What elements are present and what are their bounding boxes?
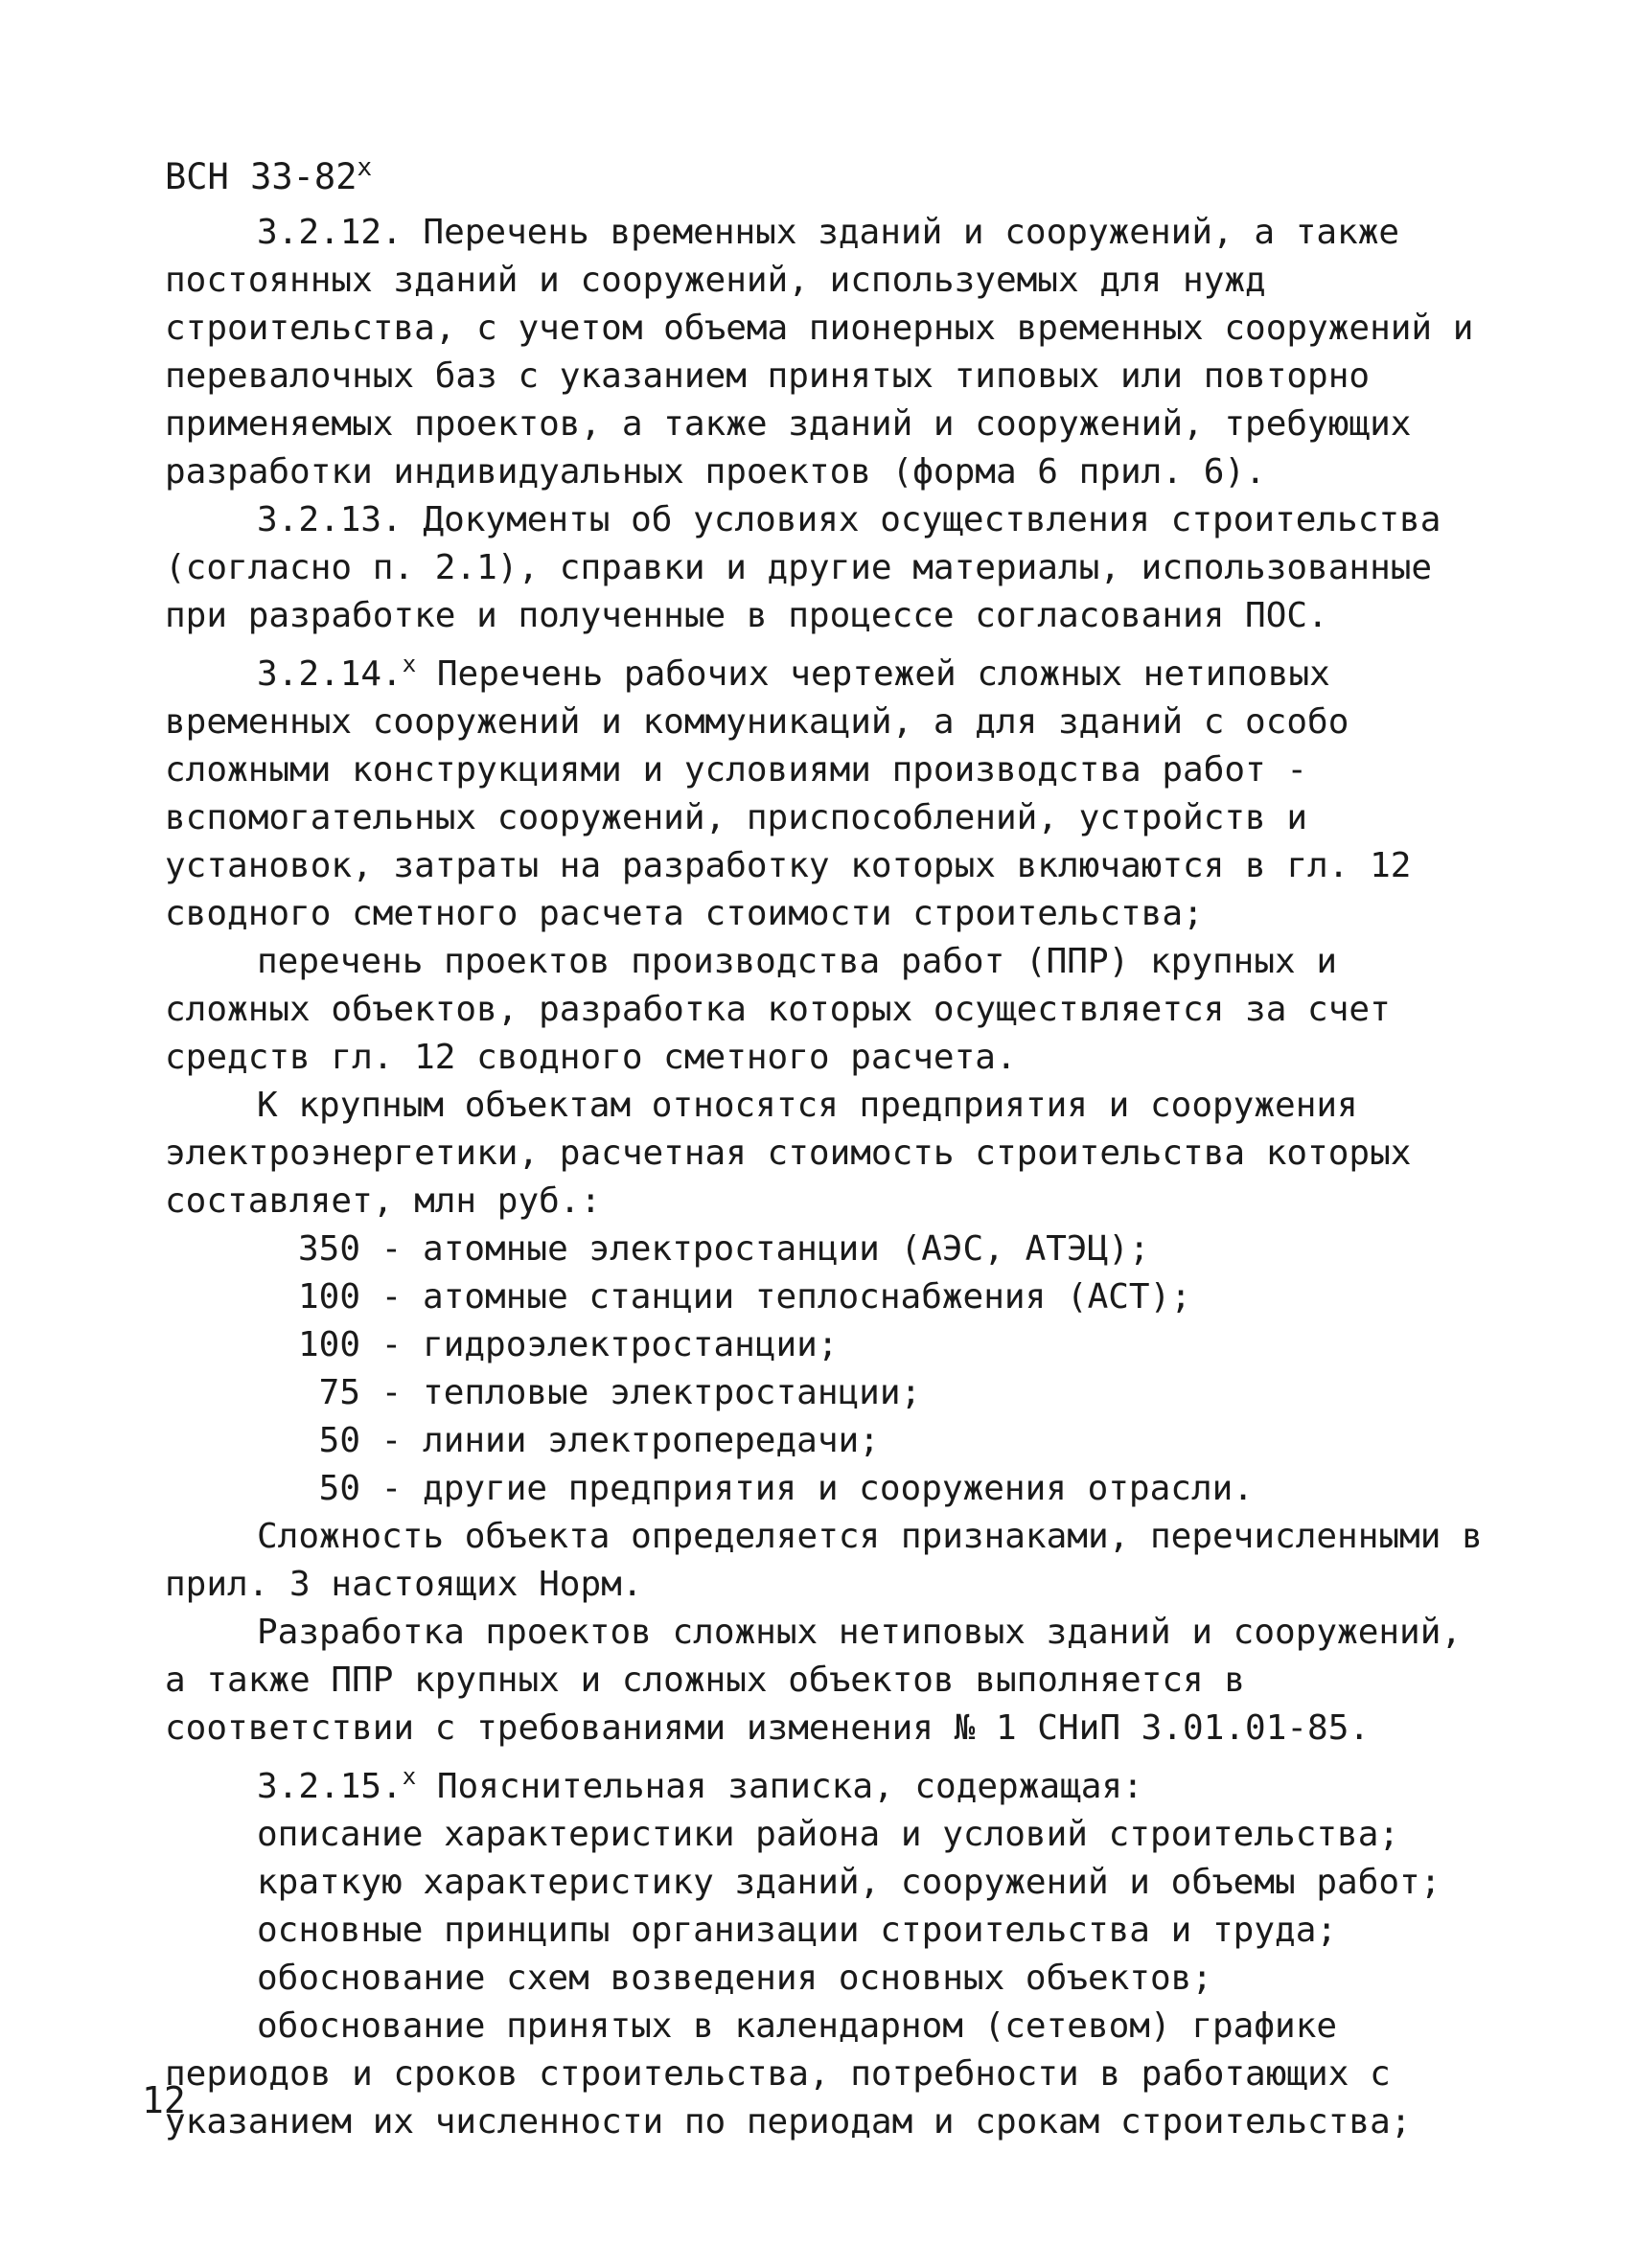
list-item [165, 1417, 1497, 1465]
list-item-value: 350 [297, 1229, 360, 1269]
list-item [165, 1321, 1497, 1369]
list-item-value: 100 [297, 1325, 360, 1364]
list-item-text: - тепловые электростанции; [360, 1373, 922, 1412]
body-paragraph: обоснование схем возведения основных объектов; [257, 1959, 1212, 1998]
list-item-value: 50 [318, 1421, 360, 1460]
document-body [165, 209, 1497, 2146]
list-item-value: 100 [297, 1277, 360, 1317]
clause-number: 3.2.14. [257, 654, 403, 694]
clause-number: 3.2.15. [257, 1767, 403, 1806]
body-paragraph: описание характеристики района и условий строительства; [257, 1815, 1400, 1854]
document-code: ВСН 33-82 [165, 156, 357, 197]
page-number: 12 [142, 2079, 186, 2121]
document-code-mark: x [357, 153, 373, 182]
list-item [165, 1465, 1497, 1513]
clause-text: Пояснительная записка, содержащая: [416, 1767, 1143, 1806]
list-item [165, 1226, 1497, 1273]
body-paragraph: 3.2.13. Документы об условиях осуществления строительства (согласно п. 2.1), справки и другие материалы, использованные при разработке и полученные в процессе согласования ПОС. [165, 500, 1441, 635]
document-code-header [165, 153, 372, 197]
clause-mark: x [402, 651, 417, 677]
body-paragraph: основные принципы организации строительства и труда; [257, 1911, 1338, 1950]
list-item-value: 75 [318, 1373, 360, 1412]
body-paragraph: перечень проектов производства работ (ППР) крупных и сложных объектов, разработка которых осуществляется за счет средств гл. 12 сводного сметного расчета. [165, 942, 1391, 1077]
list-item-text: - атомные электростанции (АЭС, АТЭЦ); [360, 1229, 1150, 1269]
clause-paragraph [165, 1753, 1497, 1811]
body-paragraph: Разработка проектов сложных нетиповых зданий и сооружений, а также ППР крупных и сложных объектов выполняется в соответствии с требованиями изменения № 1 СНиП 3.01.01-85. [165, 1613, 1463, 1748]
list-item-text: - линии электропередачи; [360, 1421, 880, 1460]
body-paragraph: Сложность объекта определяется признаками, перечисленными в прил. 3 настоящих Норм. [165, 1517, 1483, 1604]
list-item-text: - атомные станции теплоснабжения (АСТ); [360, 1277, 1191, 1317]
clause-mark: x [402, 1763, 417, 1790]
body-paragraph: краткую характеристику зданий, сооружений и объемы работ; [257, 1863, 1441, 1902]
list-item [165, 1273, 1497, 1321]
body-paragraph: К крупным объектам относятся предприятия и сооружения электроэнергетики, расчетная стоимость строительства которых составляет, млн руб.: [165, 1086, 1412, 1221]
clause-paragraph [165, 640, 1497, 938]
list-item-text: - другие предприятия и сооружения отрасли. [360, 1469, 1254, 1508]
list-item-text: - гидроэлектростанции; [360, 1325, 839, 1364]
list-item [165, 1369, 1497, 1417]
clause-text: Перечень рабочих чертежей сложных нетиповых временных сооружений и коммуникаций, а для зданий с особо сложными конструкциями и условиями производства работ - вспомогательных сооружений, приспособлений, устройств и установок, затраты на разработку которых включаются в гл. 12 сводного сметного расчета стоимости строительства; [165, 654, 1412, 933]
list-item-value: 50 [318, 1469, 360, 1508]
body-paragraph: 3.2.12. Перечень временных зданий и сооружений, а также постоянных зданий и сооружений, используемых для нужд строительства, с учетом объема пионерных временных сооружений и перевалочных баз с указанием принятых типовых или повторно применяемых проектов, а также зданий и сооружений, требующих разработки индивидуальных проектов (форма 6 прил. 6). [165, 213, 1474, 492]
body-paragraph: обоснование принятых в календарном (сетевом) графике периодов и сроков строительства, потребности в работающих с указанием их численности по периодам и срокам строительства; [165, 2006, 1412, 2142]
